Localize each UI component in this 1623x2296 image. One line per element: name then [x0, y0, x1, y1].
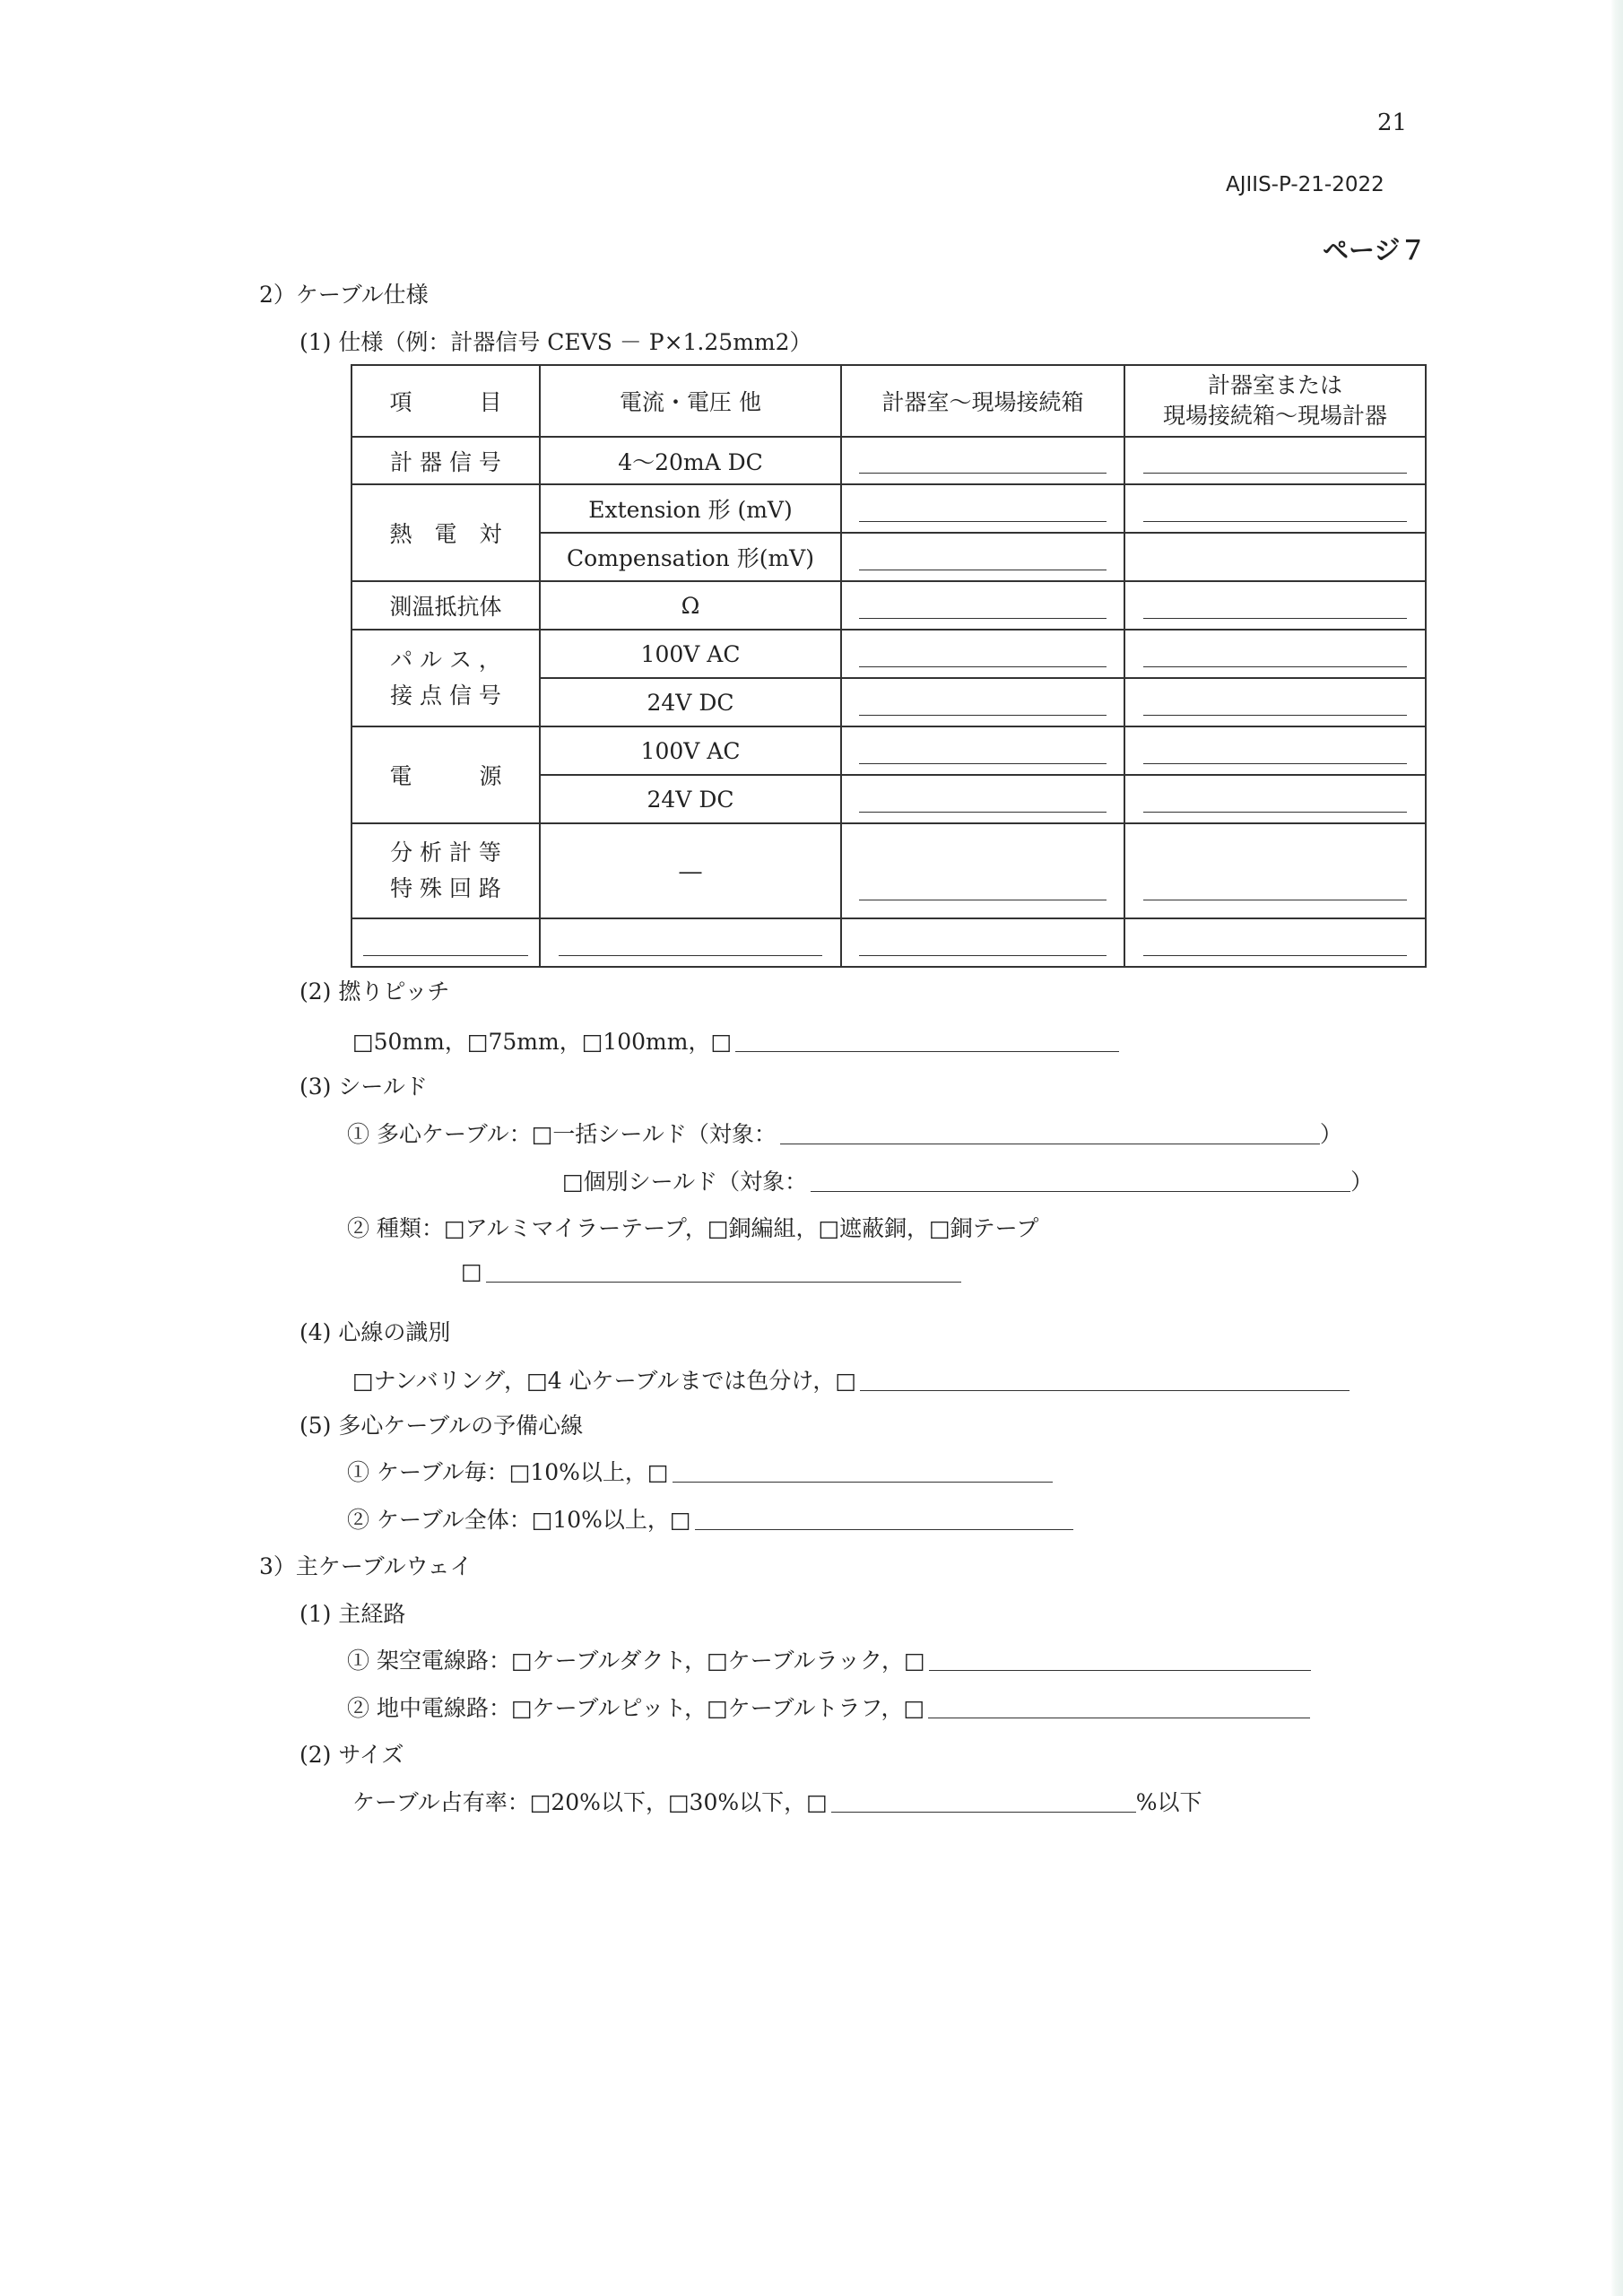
spare-whole-cable-text: ② ケーブル全体：□10%以上，□ [347, 1507, 691, 1533]
fill-blank[interactable] [841, 630, 1124, 678]
underground-route-text: ② 地中電線路：□ケーブルピット，□ケーブルトラフ，□ [347, 1695, 925, 1721]
spare-cores-heading: (5) 多心ケーブルの予備心線 [299, 1413, 584, 1439]
fill-blank[interactable] [735, 1030, 1119, 1052]
fill-blank[interactable] [841, 775, 1124, 823]
section-2-1-heading: (1) 仕様（例：計器信号 CEVS － P×1.25mm2） [299, 329, 812, 355]
shield-type-other-row [461, 1258, 961, 1284]
fill-blank[interactable] [1124, 775, 1426, 823]
value-cell: Ω [540, 581, 841, 630]
value-cell: ― [540, 823, 841, 918]
core-identification-options [352, 1363, 1350, 1396]
fill-blank[interactable] [831, 1790, 1136, 1813]
page-number: 21 [1377, 109, 1408, 136]
fill-blank[interactable] [841, 726, 1124, 775]
section-3-heading: 3）主ケーブルウェイ [259, 1553, 473, 1579]
fill-blank[interactable] [780, 1122, 1320, 1144]
item-thermocouple: 熱 電 対 [352, 484, 540, 581]
value-cell: Extension 形 (mV) [540, 484, 841, 533]
value-cell: 100V AC [540, 726, 841, 775]
core-identification-heading: (4) 心線の識別 [299, 1319, 451, 1345]
item-instrument-signal: 計 器 信 号 [352, 437, 540, 484]
occupancy-text: ケーブル占有率：□20%以下，□30%以下，□ [352, 1789, 828, 1815]
fill-blank[interactable] [841, 823, 1124, 918]
value-cell: 4～20mA DC [540, 437, 841, 484]
fill-blank[interactable] [841, 484, 1124, 533]
shield-type-text: ② 種類：□アルミマイラーテープ，□銅編組，□遮蔽銅，□銅テープ [347, 1215, 1039, 1241]
fill-blank[interactable] [1124, 726, 1426, 775]
fill-blank[interactable] [540, 918, 841, 967]
table-row [352, 484, 1426, 533]
table-row [352, 437, 1426, 484]
underground-route-row [347, 1691, 1310, 1723]
overhead-route-text: ① 架空電線路：□ケーブルダクト，□ケーブルラック，□ [347, 1648, 925, 1674]
section-2-heading: 2）ケーブル仕様 [259, 282, 429, 308]
shield-multicore-row [347, 1117, 1342, 1149]
twist-pitch-heading: (2) 撚りピッチ [299, 978, 450, 1004]
header-room-to-junction: 計器室～現場接続箱 [841, 365, 1124, 437]
main-route-heading: (1) 主経路 [299, 1601, 406, 1627]
item-power-supply: 電 源 [352, 726, 540, 823]
fill-blank[interactable] [352, 918, 540, 967]
fill-blank[interactable] [695, 1508, 1073, 1530]
size-heading: (2) サイズ [299, 1742, 404, 1768]
table-row [352, 630, 1426, 678]
value-cell: 24V DC [540, 775, 841, 823]
item-pulse-contact: パ ル ス ， 接 点 信 号 [352, 630, 540, 726]
core-identification-text: □ナンバリング，□4 心ケーブルまでは色分け，□ [352, 1368, 856, 1394]
shield-heading: (3) シールド [299, 1074, 428, 1100]
occupancy-suffix: %以下 [1135, 1789, 1202, 1815]
twist-pitch-text: □50mm，□75mm，□100mm，□ [352, 1029, 733, 1055]
value-cell: Compensation 形(mV) [540, 533, 841, 581]
item-analyzer-special: 分 析 計 等 特 殊 回 路 [352, 823, 540, 918]
fill-blank[interactable] [673, 1460, 1053, 1483]
fill-blank[interactable] [1124, 678, 1426, 726]
fill-blank[interactable] [811, 1170, 1350, 1192]
fill-blank[interactable] [841, 533, 1124, 581]
fill-blank[interactable] [1124, 581, 1426, 630]
fill-blank[interactable] [841, 678, 1124, 726]
document-id: AJIIS-P-21-2022 [1226, 173, 1384, 196]
value-cell: 24V DC [540, 678, 841, 726]
fill-blank[interactable] [1124, 630, 1426, 678]
table-row [352, 823, 1426, 918]
shield-type-row [347, 1211, 1038, 1243]
fill-blank[interactable] [841, 581, 1124, 630]
fill-blank[interactable] [841, 918, 1124, 967]
scan-edge-shade [1610, 0, 1623, 2296]
fill-blank[interactable] [1124, 437, 1426, 484]
cable-spec-table [351, 364, 1427, 968]
shield-individual-text: □個別シールド（対象： [562, 1169, 808, 1195]
fill-blank[interactable] [860, 1369, 1350, 1391]
header-room-or-junction-to-field: 計器室または 現場接続箱～現場計器 [1124, 365, 1426, 437]
shield-individual-row [562, 1164, 1373, 1196]
fill-blank[interactable] [486, 1260, 961, 1283]
header-item: 項 目 [352, 365, 540, 437]
close-paren: ） [1319, 1121, 1342, 1147]
overhead-route-row [347, 1643, 1311, 1675]
table-header-row [352, 365, 1426, 437]
occupancy-row [352, 1785, 1202, 1817]
fill-blank[interactable] [841, 437, 1124, 484]
fill-blank[interactable] [928, 1696, 1310, 1718]
table-row [352, 581, 1426, 630]
checkbox[interactable]: □ [461, 1258, 482, 1284]
close-paren: ） [1350, 1169, 1374, 1195]
spare-per-cable-row [347, 1455, 1053, 1487]
value-cell: 100V AC [540, 630, 841, 678]
fill-blank[interactable] [929, 1648, 1311, 1671]
page-label: ページ７ [1323, 235, 1427, 265]
fill-blank[interactable] [1124, 484, 1426, 533]
spare-whole-cable-row [347, 1502, 1073, 1535]
spare-per-cable-text: ① ケーブル毎：□10%以上，□ [347, 1459, 669, 1485]
table-row [352, 726, 1426, 775]
header-current-voltage: 電流・電圧 他 [540, 365, 841, 437]
empty-cell [1124, 533, 1426, 581]
fill-blank[interactable] [1124, 918, 1426, 967]
shield-multicore-text: ① 多心ケーブル：□一括シールド（対象： [347, 1121, 777, 1147]
item-rtd: 測温抵抗体 [352, 581, 540, 630]
fill-blank[interactable] [1124, 823, 1426, 918]
twist-pitch-options [352, 1024, 1119, 1057]
table-row [352, 918, 1426, 967]
